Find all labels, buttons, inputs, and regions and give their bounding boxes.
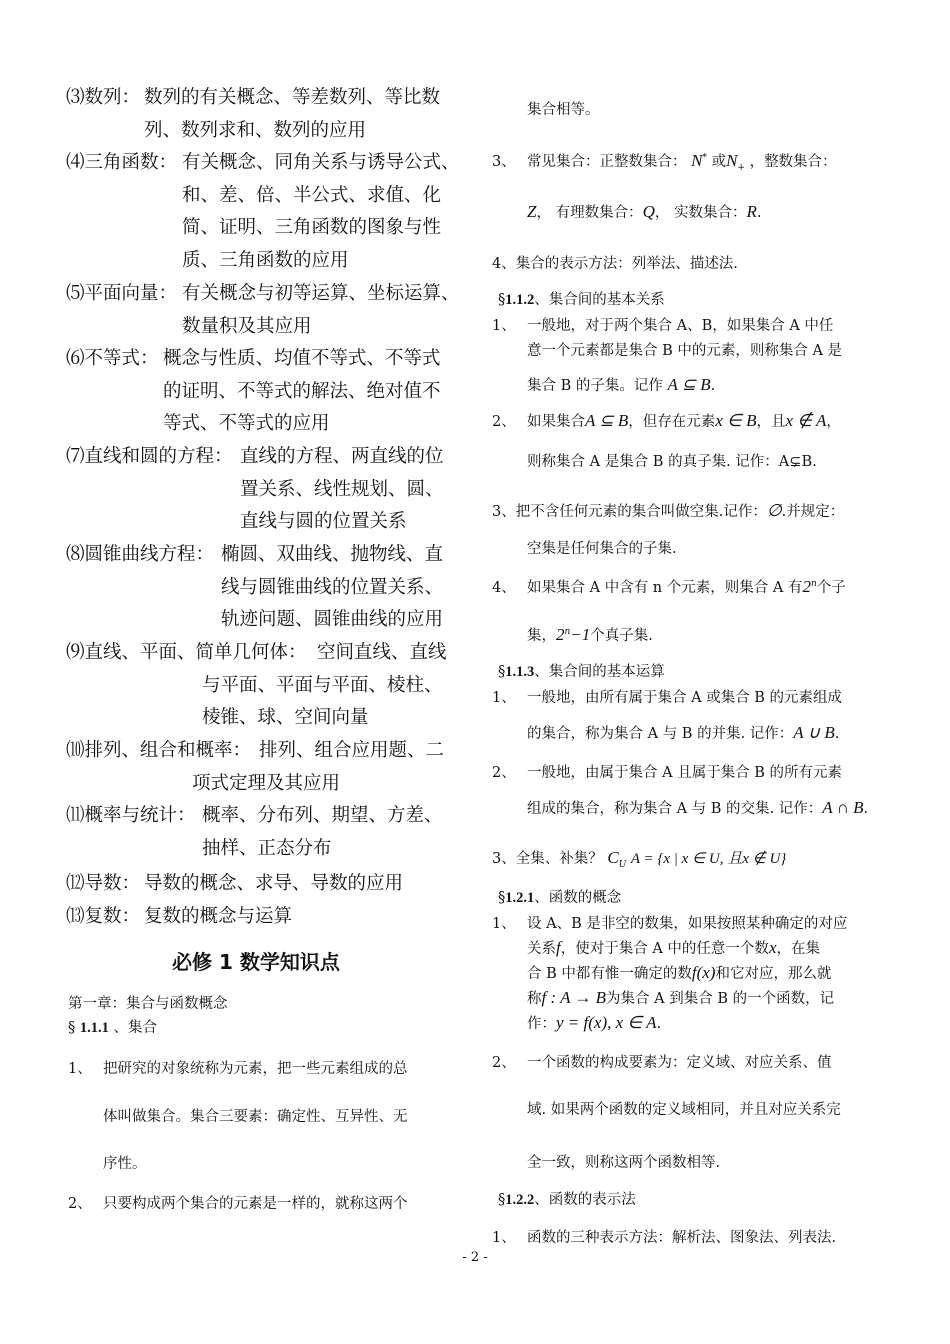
item-number: 2、 xyxy=(492,414,516,430)
paragraph-line: 如果集合 A 中含有 n 个元素，则集合 A 有2$^n$个子 xyxy=(527,577,846,596)
paragraph-line: 只要构成两个集合的元素是一样的，就称这两个 xyxy=(103,1196,408,1212)
topic-line: 概率、分布列、期望、方差、 xyxy=(202,805,443,826)
paragraph-line: 组成的集合，称为集合 A 与 B 的交集. 记作：A ∩ B. xyxy=(527,798,869,817)
paragraph-line: 一般地，对于两个集合 A、B，如果集合 A 中任 xyxy=(527,318,834,334)
topic-line: 有关概念与初等运算、坐标运算、 xyxy=(182,283,460,304)
topic-line: 空间直线、直线 xyxy=(317,642,447,663)
topic-label: ⑿导数： xyxy=(66,873,141,894)
paragraph-line: 意一个元素都是集合 B 中的元素，则称集合 A 是 xyxy=(527,343,843,359)
topic-label: ⑺直线和圆的方程： xyxy=(66,446,233,467)
item-number: 2、 xyxy=(492,765,516,781)
topic-line: 导数的概念、求导、导数的应用 xyxy=(144,873,404,894)
topic-line: 简、证明、三角函数的图象与性 xyxy=(182,217,442,238)
topic-label: ⑽排列、组合和概率： xyxy=(66,740,252,761)
section-1-1-1: § 1.1.1 、集合 xyxy=(68,1020,157,1036)
section-1-2-1: §1.2.1、函数的概念 xyxy=(498,890,622,906)
paragraph-line: Z， 有理数集合：Q， 实数集合：R. xyxy=(527,202,762,221)
topic-line: 棱锥、球、空间向量 xyxy=(202,707,369,728)
paragraph-line: 如果集合A ⊆ B，但存在元素x ∈ B，且x ∉ A， xyxy=(527,411,841,430)
topic-line: 排列、组合应用题、二 xyxy=(259,740,445,761)
topic-line: 有关概念、同角关系与诱导公式、 xyxy=(182,152,460,173)
paragraph-line: 空集是任何集合的子集. xyxy=(527,541,677,557)
section-1-2-2: §1.2.2、函数的表示法 xyxy=(498,1192,636,1208)
topic-label: ⑹不等式： xyxy=(66,348,159,369)
paragraph-line: 全一致，则称这两个函数相等. xyxy=(527,1155,721,1171)
topic-line: 直线与圆的位置关系 xyxy=(240,511,407,532)
topic-line: 线与圆锥曲线的位置关系、 xyxy=(221,576,444,598)
topic-label: ⑷三角函数： xyxy=(66,152,178,173)
section-heading: 必修 1 数学知识点 xyxy=(172,950,340,974)
topic-line: 直线的方程、两直线的位 xyxy=(240,446,444,467)
section-1-1-2: §1.1.2、集合间的基本关系 xyxy=(498,292,665,308)
paragraph-line: 序性。 xyxy=(103,1156,147,1172)
topic-line: 项式定理及其应用 xyxy=(192,772,341,794)
paragraph-line: 域. 如果两个函数的定义域相同，并且对应关系完 xyxy=(527,1102,841,1118)
topic-line: 复数的概念与运算 xyxy=(144,906,293,927)
topic-label: ⑼直线、平面、简单几何体： xyxy=(66,642,307,663)
item-number: 3、 xyxy=(492,154,516,170)
paragraph-line: 常见集合：正整数集合： N* 或$N_+$ ，整数集合： xyxy=(527,151,837,173)
paragraph-line: 集，$2^n-1$个真子集. xyxy=(527,625,653,644)
topic-line: 质、三角函数的应用 xyxy=(182,249,349,271)
paragraph-line: 关系f，使对于集合 A 中的任意一个数x，在集 xyxy=(527,938,820,957)
topic-line: 的证明、不等式的解法、绝对值不 xyxy=(163,380,441,402)
topic-label: ⒀复数： xyxy=(66,906,141,927)
item-number: 1、 xyxy=(492,318,516,334)
paragraph-line: 集合相等。 xyxy=(527,102,600,118)
paragraph-line: 4、集合的表示方法：列举法、描述法. xyxy=(492,256,738,272)
item-number: 2、 xyxy=(68,1196,92,1212)
item-number: 1、 xyxy=(492,1230,516,1246)
paragraph-line: 集合 B 的子集。记作 A ⊆ B. xyxy=(527,375,716,394)
topic-line: 数列的有关概念、等差数列、等比数 xyxy=(144,87,441,108)
paragraph-line: 一般地，由属于集合 A 且属于集合 B 的所有元素 xyxy=(527,765,843,781)
paragraph-line: 设 A、B 是非空的数集，如果按照某种确定的对应 xyxy=(527,916,848,932)
paragraph-line: 称f : A → B为集合 A 到集合 B 的一个函数，记 xyxy=(527,988,835,1007)
page-number: - 2 - xyxy=(462,1250,488,1265)
paragraph-line: 3、把不含任何元素的集合叫做空集.记作：∅.并规定： xyxy=(492,501,845,520)
topic-line: 数量积及其应用 xyxy=(182,315,312,337)
topic-label: ⑻圆锥曲线方程： xyxy=(66,544,215,565)
paragraph-line: 把研究的对象统称为元素，把一些元素组成的总 xyxy=(103,1061,408,1077)
topic-line: 轨迹问题、圆锥曲线的应用 xyxy=(221,609,444,630)
topic-line: 概念与性质、均值不等式、不等式 xyxy=(163,348,441,369)
section-1-1-3: §1.1.3、集合间的基本运算 xyxy=(498,664,665,680)
paragraph-line: 一个函数的构成要素为：定义域、对应关系、值 xyxy=(527,1055,832,1071)
item-number: 4、 xyxy=(492,580,516,596)
topic-label: ⑾概率与统计： xyxy=(66,805,196,826)
topic-line: 与平面、平面与平面、棱柱、 xyxy=(202,674,443,696)
chapter-title: 第一章：集合与函数概念 xyxy=(68,996,228,1012)
topic-line: 列、数列求和、数列的应用 xyxy=(144,119,367,141)
topic-line: 和、差、倍、半公式、求值、化 xyxy=(182,184,442,206)
paragraph-line: 一般地，由所有属于集合 A 或集合 B 的元素组成 xyxy=(527,690,843,706)
topic-label: ⑸平面向量： xyxy=(66,283,178,304)
topic-line: 椭圆、双曲线、抛物线、直 xyxy=(221,544,444,565)
paragraph-line: 体叫做集合。集合三要素：确定性、互异性、无 xyxy=(103,1109,408,1125)
paragraph-line: 则称集合 A 是集合 B 的真子集. 记作：A⊊B. xyxy=(527,454,817,470)
paragraph-line: 3、全集、补集？ $C_U$ A = {x | x ∈ U, 且x ∉ U} xyxy=(492,848,787,870)
topic-line: 等式、不等式的应用 xyxy=(163,413,330,434)
topic-line: 置关系、线性规划、圆、 xyxy=(240,478,444,500)
paragraph-line: 合 B 中都有惟一确定的数f(x)和它对应，那么就 xyxy=(527,963,832,982)
item-number: 1、 xyxy=(492,916,516,932)
paragraph-line: 函数的三种表示方法：解析法、图象法、列表法. xyxy=(527,1230,837,1246)
item-number: 1、 xyxy=(68,1061,92,1077)
item-number: 1、 xyxy=(492,690,516,706)
item-number: 2、 xyxy=(492,1055,516,1071)
paragraph-line: 的集合，称为集合 A 与 B 的并集. 记作：A ∪ B. xyxy=(527,723,840,742)
paragraph-line: 作：y = f(x), x ∈ A. xyxy=(527,1013,662,1032)
topic-line: 抽样、正态分布 xyxy=(202,837,332,859)
topic-label: ⑶数列： xyxy=(66,87,141,108)
